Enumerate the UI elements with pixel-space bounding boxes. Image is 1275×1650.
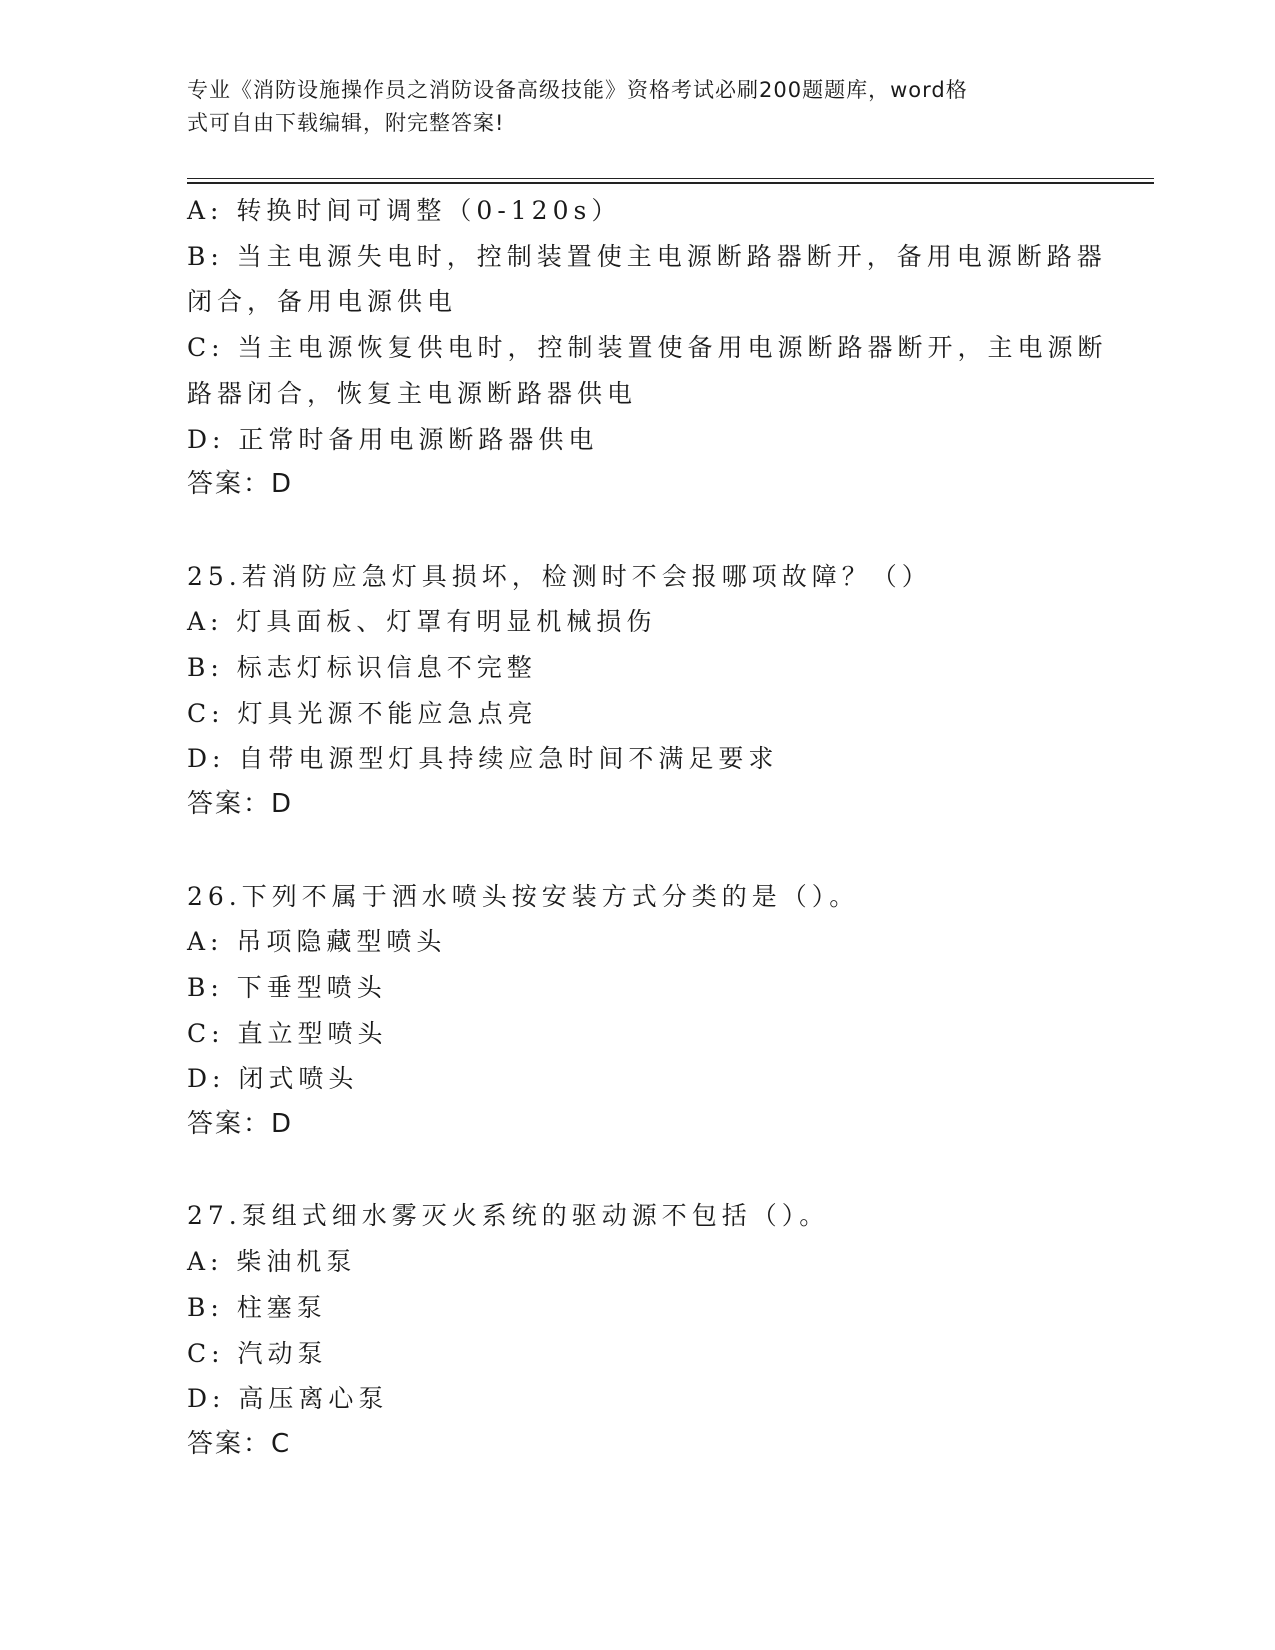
- answer: 答案：D: [187, 789, 294, 820]
- header-divider-thick: [187, 182, 1154, 184]
- option-c: C: 汽动泵: [187, 1338, 328, 1368]
- option-a: A: 吊项隐藏型喷头: [187, 927, 447, 957]
- option-a: A: 转换时间可调整（0-120s）: [187, 196, 622, 225]
- question-text: 25.若消防应急灯具损坏，检测时不会报哪项故障？（）: [187, 561, 932, 591]
- question-list: [187, 188, 1108, 1468]
- question-block-24: [187, 188, 1108, 508]
- answer: 答案：D: [187, 469, 294, 500]
- answer: 答案：C: [187, 1428, 292, 1459]
- document-header: [187, 74, 1067, 140]
- answer: 答案：D: [187, 1109, 294, 1140]
- option-d: D: 自带电源型灯具持续应急时间不满足要求: [187, 744, 779, 774]
- question-block-27: [187, 1193, 1087, 1467]
- option-b: B: 标志灯标识信息不完整: [187, 653, 537, 683]
- question-text: 26.下列不属于洒水喷头按安装方式分类的是（）。: [187, 881, 860, 911]
- option-b-line-2: 闭合，备用电源供电: [187, 287, 458, 317]
- option-d: D: 正常时备用电源断路器供电: [187, 424, 599, 454]
- header-line-2: 式可自由下载编辑，附完整答案!: [187, 111, 505, 135]
- header-line-1: 专业《消防设施操作员之消防设备高级技能》资格考试必刷200题题库，word格: [187, 78, 968, 102]
- option-c: C: 灯具光源不能应急点亮: [187, 698, 538, 728]
- option-b: B: 柱塞泵: [187, 1292, 327, 1322]
- question-block-26: [187, 874, 1087, 1148]
- question-block-25: [187, 554, 1087, 828]
- spacer: [187, 1148, 1087, 1194]
- spacer: [187, 508, 1087, 554]
- option-c-line-1: C: 当主电源恢复供电时，控制装置使备用电源断路器断开，主电源断: [187, 333, 1108, 363]
- option-b: B: 下垂型喷头: [187, 972, 387, 1002]
- option-a: A: 灯具面板、灯罩有明显机械损伤: [187, 607, 657, 637]
- option-a: A: 柴油机泵: [187, 1247, 357, 1277]
- option-c-line-2: 路器闭合，恢复主电源断路器供电: [187, 378, 638, 408]
- option-b-line-1: B: 当主电源失电时，控制装置使主电源断路器断开，备用电源断路器: [187, 241, 1107, 271]
- question-text: 27.泵组式细水雾灭火系统的驱动源不包括（）。: [187, 1201, 830, 1231]
- option-d: D: 闭式喷头: [187, 1064, 359, 1094]
- spacer: [187, 828, 1087, 874]
- option-d: D: 高压离心泵: [187, 1384, 389, 1414]
- option-c: C: 直立型喷头: [187, 1018, 388, 1048]
- header-divider-thin: [187, 178, 1154, 179]
